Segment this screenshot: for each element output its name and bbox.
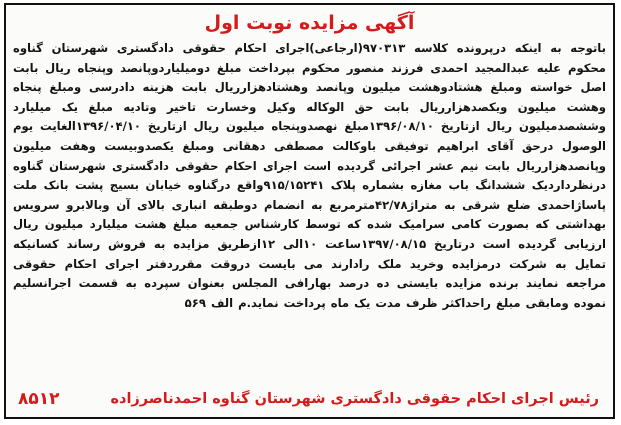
- notice-title: آگهی مزایده نوبت اول: [204, 12, 415, 34]
- notice-footer: [12, 387, 607, 411]
- notice-body: باتوجه به اینکه درپرونده کلاسه ۹۷۰۳۱۳(ارجاعی)اجرای احکام حقوقی دادگستری شهرستان گناوه محکوم علیه عبدالمجید احمدی فرزند منصور محکوم بپرداخت مبلغ دومیلیاردوپانصد وپنجاه ریال بابت اصل خواسته ومبلغ هشتادوهشت میلیون وپانصد وهشتادهزارریال بابت هزینه دادرسی ومبلغ پنجاه وهشت میلیون ویکصدهزارریال بابت حق الوکاله وکیل وخسارت تاخیر وتادیه مبلغ یک میلیارد وششصدمیلیون ریال ازتاریخ ۱۳۹۶/۰۸/۱۰مبلغ نهصدوپنجاه میلیون ریال ازتاریخ ۱۳۹۶/۰۴/۱۰الغایت یوم الوصول درحق آقای ابراهیم توفیقی باوکالت مصطفی دهقانی ومبلغ یکصدوبیست وهفت میلیون وپانصدهزارریال بابت نیم عشر اجرائی گردیده است اجرای احکام حقوقی دادگستری شهرستان گناوه درنظرداردیک ششدانگ باب مغازه بشماره پلاک ۹۱۵/۱۵۲۴۱واقع درگناوه خیابان بسیج پشت بانک ملت پاساژاحمدی ضلع شرقی به متراژ۴۲/۷۸مترمربع به انضمام دوطبقه انباری بالای آن وبالابرو سرویس بهداشتی که بصورت کامی سرامیک شده که توسط کارشناس جمعیه مبلغ هشت میلیارد میلیون ریال ارزیابی گردیده است درتاریخ ۱۳۹۷/۰۸/۱۵ساعت ۱۰الی ۱۲ازطریق مزایده به فروش رساند کسانیکه تمایل به شرکت درمزایده وخرید ملک رادارند می بایست دروقت مقرردفتر اجرای احکام حقوقی مراجعه نمایند برنده مزایده بایستی ده درصد بهارافی المجلس بعنوان سپرده به قسمت اجرانسلیم نموده ومابقی مبلغ راحداکثر ظرف مدت یک ماه پرداخت نماید.م الف ۵۶۹: [13, 41, 607, 310]
- notice-frame: [4, 3, 615, 419]
- notice-code: ۸۵۱۲: [18, 389, 60, 409]
- notice-signature: رئیس اجرای احکام حقوقی دادگستری شهرستان گناوه احمدناصرزاده: [110, 391, 599, 407]
